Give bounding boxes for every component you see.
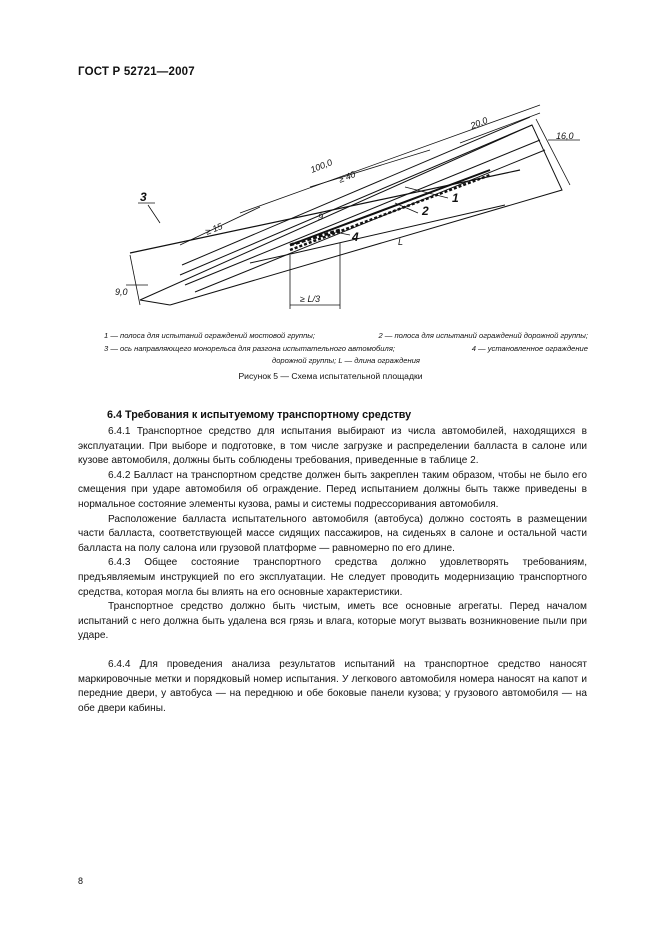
paragraph: 6.4.4 Для проведения анализа результатов испытаний на транспортное средство наносят маркировочные метки и порядковый номер испытания. У легкового автомобиля номера наносят на капот и передние двери, у автобуса — на переднюю и обе боковые панели кузова; у грузового автомобиля — на обе двери кабины.: [78, 658, 587, 714]
dim-ge15: ≥ 15: [204, 221, 224, 237]
document-header: ГОСТ Р 52721—2007: [78, 66, 195, 78]
dim-9: 9: [318, 212, 324, 222]
test-site-diagram: [100, 95, 600, 325]
paragraph: 6.4.1 Транспортное средство для испытания выбирают из числа автомобилей, находящихся в эксплуатации. При выборе и подготовке, в том числе загрузке и распределении балласта в салоне или кузове автомобиля, должны быть соблюдены требования, приведенные в таблице 2.: [78, 426, 587, 467]
figure-legend: [104, 330, 588, 368]
legend-item-4: 4 — установленное ограждение: [471, 343, 588, 353]
dim-ge-l3: ≥ L/3: [300, 294, 320, 304]
legend-line-2: [104, 343, 588, 356]
dim-9-0: 9,0: [115, 287, 128, 297]
legend-item-4-cont: дорожной группы; L — длина ограждения: [272, 356, 420, 365]
page-number: 8: [78, 876, 84, 886]
legend-item-1: 1 — полоса для испытаний ограждений мостовой группы;: [104, 331, 315, 340]
dim-100: 100,0: [309, 157, 334, 175]
dim-l: L: [398, 237, 404, 247]
body-text: [78, 425, 587, 716]
dim-16: 16,0: [556, 131, 574, 141]
dim-ge40: ≥ 40: [337, 169, 357, 185]
callout-3: 3: [140, 190, 147, 204]
figure-caption: Рисунок 5 — Схема испытательной площадки: [238, 371, 423, 381]
callout-4: 4: [352, 230, 359, 244]
callout-2: 2: [422, 204, 429, 218]
legend-item-3: 3 — ось направляющего монорельса для разгона испытательного автомобиля;: [104, 343, 395, 353]
paragraph: Расположение балласта испытательного автомобиля (автобуса) должно состоять в размещении части балласта, соответствующей массе сидящих пассажиров, на сиденьях в салоне и остальной части балласта на полу салона или грузовой платформе — равномерно по его длине.: [78, 513, 587, 554]
paragraph: Транспортное средство должно быть чистым, иметь все основные агрегаты. Перед началом испытаний с него должна быть удалена вся грязь и влага, которые могут вызвать возникновение пыли при ударе.: [78, 601, 587, 642]
legend-line-1: [104, 330, 588, 343]
site-boundary-edge: [140, 300, 170, 305]
callout-1: 1: [452, 191, 459, 205]
legend-item-2: 2 — полоса для испытаний ограждений дорожной группы;: [378, 331, 588, 340]
dim-20: 20,0: [469, 115, 490, 131]
paragraph: 6.4.2 Балласт на транспортном средстве должен быть закреплен таким образом, чтобы не было его смещения при ударе автомобиля об ограждение. Перед испытанием должны быть также приведены в нормальное состояние элементы кузова, рамы и системы подрессоривания автомобиля.: [78, 469, 587, 510]
legend-line-3: [104, 355, 588, 368]
paragraph: 6.4.3 Общее состояние транспортного средства должно удовлетворять требованиям, предъявляемым инструкцией по его эксплуатации. Не следует проводить модернизацию транспортного средства, которая могла бы влиять на его основные характеристики.: [78, 557, 587, 598]
section-heading: 6.4 Требования к испытуемому транспортному средству: [107, 409, 412, 421]
